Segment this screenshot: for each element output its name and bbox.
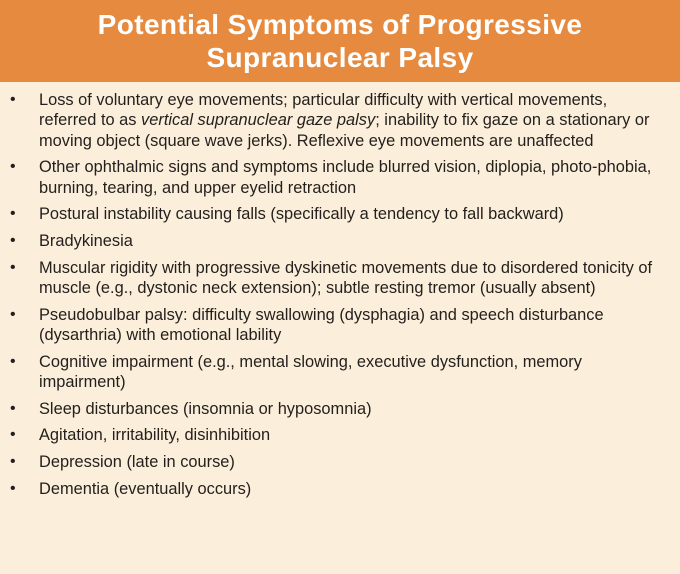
bullet-icon: • [10,426,16,444]
bullet-icon: • [10,352,16,370]
list-item [0,399,680,419]
item-text: Depression (late in course) [39,452,235,471]
list-item [0,157,680,198]
list-item [0,425,680,445]
list-item [0,231,680,251]
item-text: Agitation, irritability, disinhibition [39,426,271,445]
list-item [0,305,680,346]
item-text-continued: ; inability to fix gaze on a stationary or moving object (square wave jerks). Reflexive eye movements are unaffected [39,111,650,150]
bullet-icon: • [10,479,16,497]
list-item [0,352,680,393]
item-text: Cognitive impairment (e.g., mental slowing, executive dysfunction, memory impairment) [39,352,582,391]
title-line-1: Potential Symptoms of Progressive [97,9,583,40]
bullet-icon: • [10,205,16,223]
bullet-icon: • [10,452,16,470]
list-item [0,258,680,299]
page-title [98,8,583,74]
item-emphasis: vertical supranuclear gaze palsy [141,111,376,130]
bullet-icon: • [10,91,16,108]
item-text: Bradykinesia [39,231,133,250]
item-text: Loss of voluntary eye movements; particular difficulty with vertical movements, referred to as [39,91,608,130]
item-text: Muscular rigidity with progressive dyskinetic movements due to disordered tonicity of muscle (e.g., dystonic neck extension); subtle resting tremor (usually absent) [39,258,653,297]
item-text: Other ophthalmic signs and symptoms include blurred vision, diplopia, photo-phobia, burning, tearing, and upper eyelid retraction [39,158,652,197]
bullet-icon: • [10,231,16,249]
bullet-icon: • [10,399,16,417]
list-item [0,479,680,499]
title-line-2: Supranuclear Palsy [206,42,474,73]
list-item [0,204,680,224]
item-text: Sleep disturbances (insomnia or hyposomnia) [39,399,372,418]
item-text: Dementia (eventually occurs) [39,479,252,498]
bullet-icon: • [10,305,16,323]
list-item [0,90,680,151]
bullet-icon: • [10,158,16,176]
item-text: Pseudobulbar palsy: difficulty swallowing (dysphagia) and speech disturbance (dysarthria) with emotional lability [39,305,604,344]
item-text: Postural instability causing falls (specifically a tendency to fall backward) [39,205,564,224]
symptom-list [0,90,680,505]
list-item [0,452,680,472]
bullet-icon: • [10,258,16,276]
title-banner [0,0,680,82]
